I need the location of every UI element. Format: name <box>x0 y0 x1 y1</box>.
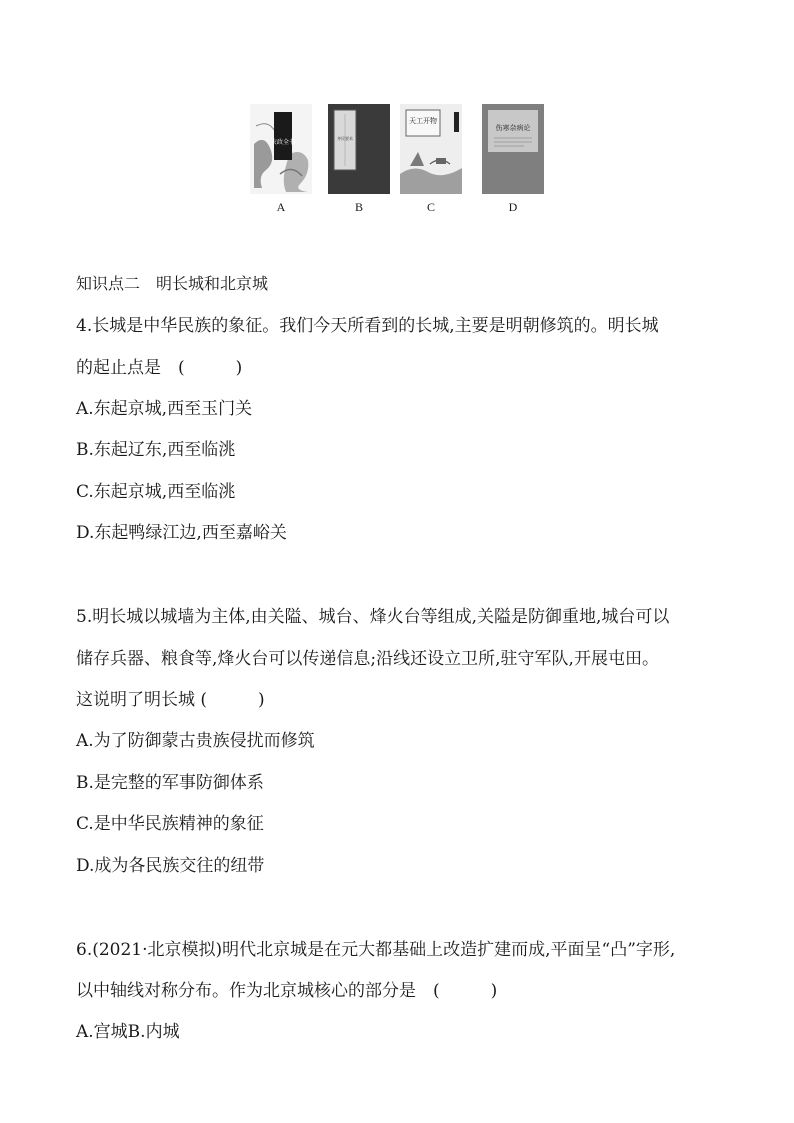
book-cover-a <box>250 104 312 194</box>
book-cover-b <box>328 104 390 194</box>
book-cover-a-image <box>250 104 312 194</box>
q5-option-a: A.为了防御蒙古贵族侵扰而修筑 <box>76 731 315 751</box>
q6-stem-line1: 6.(2021·北京模拟)明代北京城是在元大都基础上改造扩建而成,平面呈“凸”字形, <box>76 940 676 960</box>
q6-stem-line2: 以中轴线对称分布。作为北京城核心的部分是 ( ) <box>76 981 498 1001</box>
book-cover-d-title: 伤寒杂病论 <box>495 124 531 132</box>
q4-option-d: D.东起鸭绿江边,西至嘉峪关 <box>76 523 287 543</box>
book-cover-d-image <box>482 104 544 194</box>
book-cover-a-title: 农政全书 <box>270 139 296 146</box>
book-label-c: C <box>426 200 435 214</box>
section-title: 知识点二 明长城和北京城 <box>76 274 269 293</box>
q4-stem-line2: 的起止点是 ( ) <box>76 358 243 378</box>
book-cover-c-title: 天工开物 <box>409 117 437 125</box>
q5-stem-line3: 这说明了明长城 ( ) <box>76 690 265 710</box>
q4-option-c: C.东起京城,西至临洮 <box>76 482 236 502</box>
book-label-d: D <box>508 200 518 214</box>
q5-stem-line1: 5.明长城以城墙为主体,由关隘、城台、烽火台等组成,关隘是防御重地,城台可以 <box>76 607 670 627</box>
q5-stem-line2: 储存兵器、粮食等,烽火台可以传递信息;沿线还设立卫所,驻守军队,开展屯田。 <box>76 649 659 669</box>
q5-option-c: C.是中华民族精神的象征 <box>76 814 264 834</box>
q4-option-b: B.东起辽东,西至临洮 <box>76 440 236 460</box>
book-covers-figure <box>250 104 550 224</box>
book-cover-c-image <box>400 104 462 194</box>
book-label-b: B <box>354 200 363 214</box>
q6-option-line: A.宫城B.内城 <box>76 1022 180 1042</box>
book-cover-d <box>482 104 544 194</box>
book-cover-b-image <box>328 104 390 194</box>
q4-stem-line1: 4.长城是中华民族的象征。我们今天所看到的长城,主要是明朝修筑的。明长城 <box>76 316 659 336</box>
q4-option-a: A.东起京城,西至玉门关 <box>76 399 253 419</box>
book-cover-c <box>400 104 462 194</box>
q5-option-d: D.成为各民族交往的纽带 <box>76 856 265 876</box>
book-cover-b-title: 齐民要术 <box>337 136 353 141</box>
book-label-a: A <box>276 200 286 214</box>
q5-option-b: B.是完整的军事防御体系 <box>76 773 264 793</box>
